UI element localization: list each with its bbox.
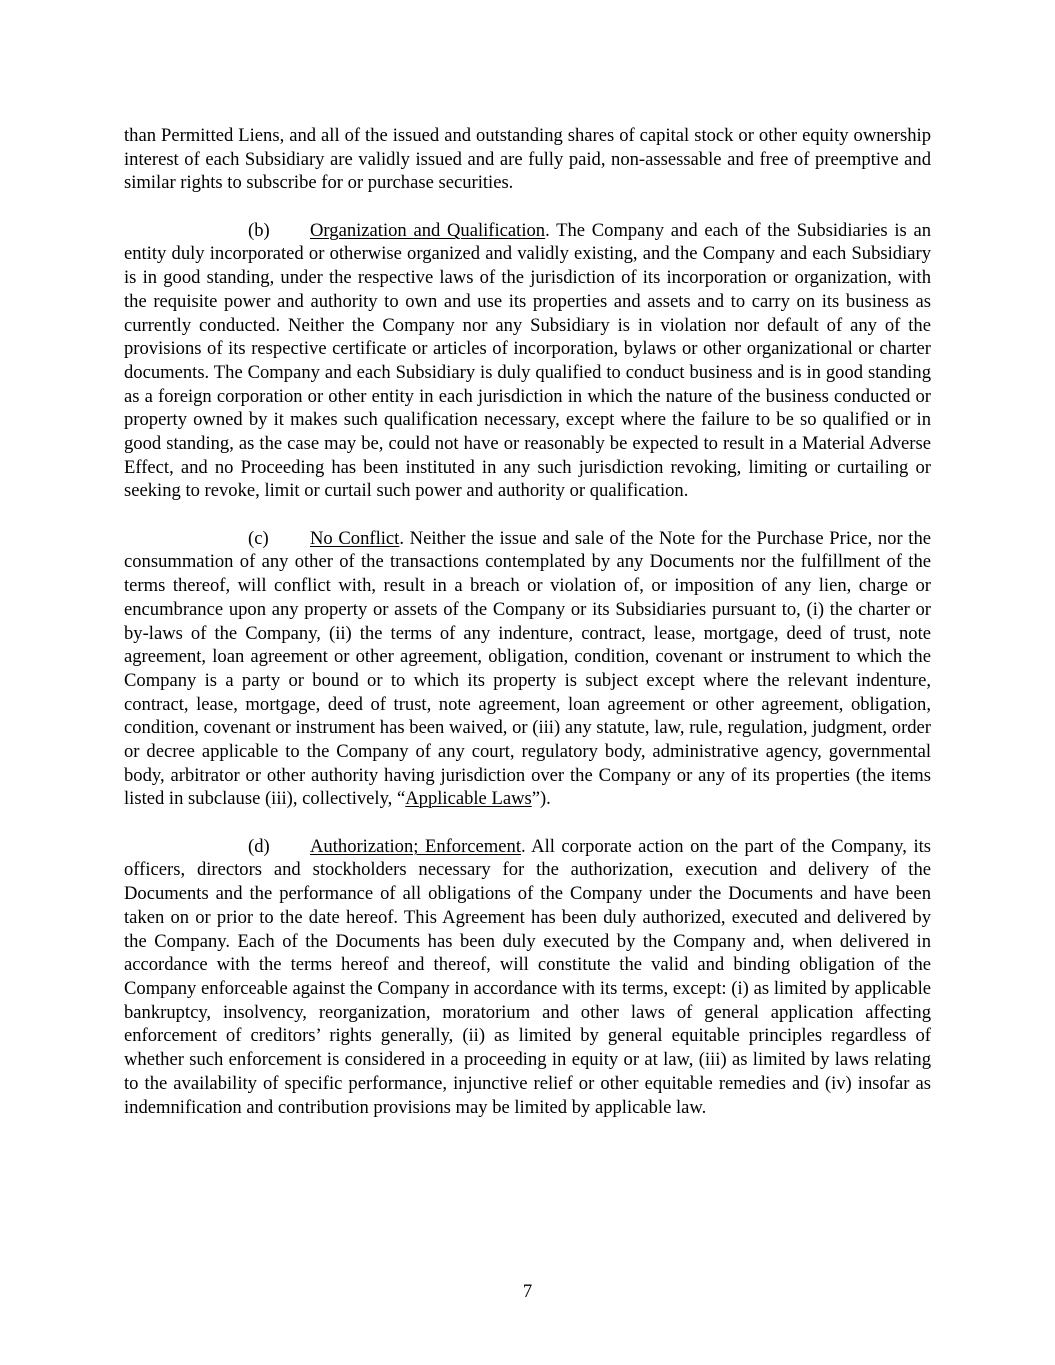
section-b-label: (b) [248,219,270,241]
section-d-heading: Authorization; Enforcement [310,835,521,857]
page-number: 7 [522,1281,533,1302]
continuation-paragraph [124,124,931,195]
section-d-label: (d) [248,835,270,857]
document-page [124,124,931,1143]
section-c-heading: No Conflict [310,527,400,549]
continuation-text: than Permitted Liens, and all of the issued and outstanding shares of capital stock or other equity ownership interest of each Subsidiary are validly issued and are fully paid, non-assessable and free of preemptive and similar rights to subscribe for or purchase securities. [124,125,931,194]
section-c-paragraph [124,527,931,811]
section-c-label: (c) [248,527,269,549]
section-c-text: . Neither the issue and sale of the Note for the Purchase Price, nor the consummation of any other of the transactions contemplated by any Documents nor the fulfillment of the terms thereof, will conflict with, result in a breach or violation of, or imposition of any lien, charge or encumbrance upon any property or assets of the Company or its Subsidiaries pursuant to, (i) the charter or by-laws of the Company, (ii) the terms of any indenture, contract, lease, mortgage, deed of trust, note agreement, loan agreement or other agreement, obligation, condition, covenant or instrument to which the Company is a party or bound or to which its property is subject except where the relevant indenture, contract, lease, mortgage, deed of trust, note agreement, loan agreement or other agreement, obligation, condition, covenant or instrument has been waived, or (iii) any statute, law, rule, regulation, judgment, order or decree applicable to the Company of any court, regulatory body, administrative agency, governmental body, arbitrator or other authority having jurisdiction over the Company or any of its properties (the items listed in subclause (iii), collectively, “ [124,527,932,810]
section-d-paragraph [124,835,931,1119]
section-c-defined-term: Applicable Laws [405,788,532,810]
section-d-text: . All corporate action on the part of the Company, its officers, directors and stockholders necessary for the authorization, execution and delivery of the Documents and the performance of all obligations of the Company under the Documents and have been taken on or prior to the date hereof. This Agreement has been duly authorized, executed and delivered by the Company. Each of the Documents has been duly executed by the Company and, when delivered in accordance with the terms hereof and thereof, will constitute the valid and binding obligation of the Company enforceable against the Company in accordance with its terms, except: (i) as limited by applicable bankruptcy, insolvency, reorganization, moratorium and other laws of general application affecting enforcement of creditors’ rights generally, (ii) as limited by general equitable principles regardless of whether such enforcement is considered in a proceeding in equity or at law, (iii) as limited by laws relating to the availability of specific performance, injunctive relief or other equitable remedies and (iv) insofar as indemnification and contribution provisions may be limited by applicable law. [124,835,932,1118]
section-b-paragraph [124,219,931,503]
section-b-heading: Organization and Qualification [310,219,546,241]
section-b-text: . The Company and each of the Subsidiaries is an entity duly incorporated or otherwise organized and validly existing, and the Company and each Subsidiary is in good standing, under the respective laws of the jurisdiction of its incorporation or organization, with the requisite power and authority to own and use its properties and assets and to carry on its business as currently conducted. Neither the Company nor any Subsidiary is in violation nor default of any of the provisions of its respective certificate or articles of incorporation, bylaws or other organizational or charter documents. The Company and each Subsidiary is duly qualified to conduct business and is in good standing as a foreign corporation or other entity in each jurisdiction in which the nature of the business conducted or property owned by it makes such qualification necessary, except where the failure to be so qualified or in good standing, as the case may be, could not have or reasonably be expected to result in a Material Adverse Effect, and no Proceeding has been instituted in any such jurisdiction revoking, limiting or curtailing or seeking to revoke, limit or curtail such power and authority or qualification. [124,219,931,502]
section-c-text-end: ”). [531,788,551,810]
